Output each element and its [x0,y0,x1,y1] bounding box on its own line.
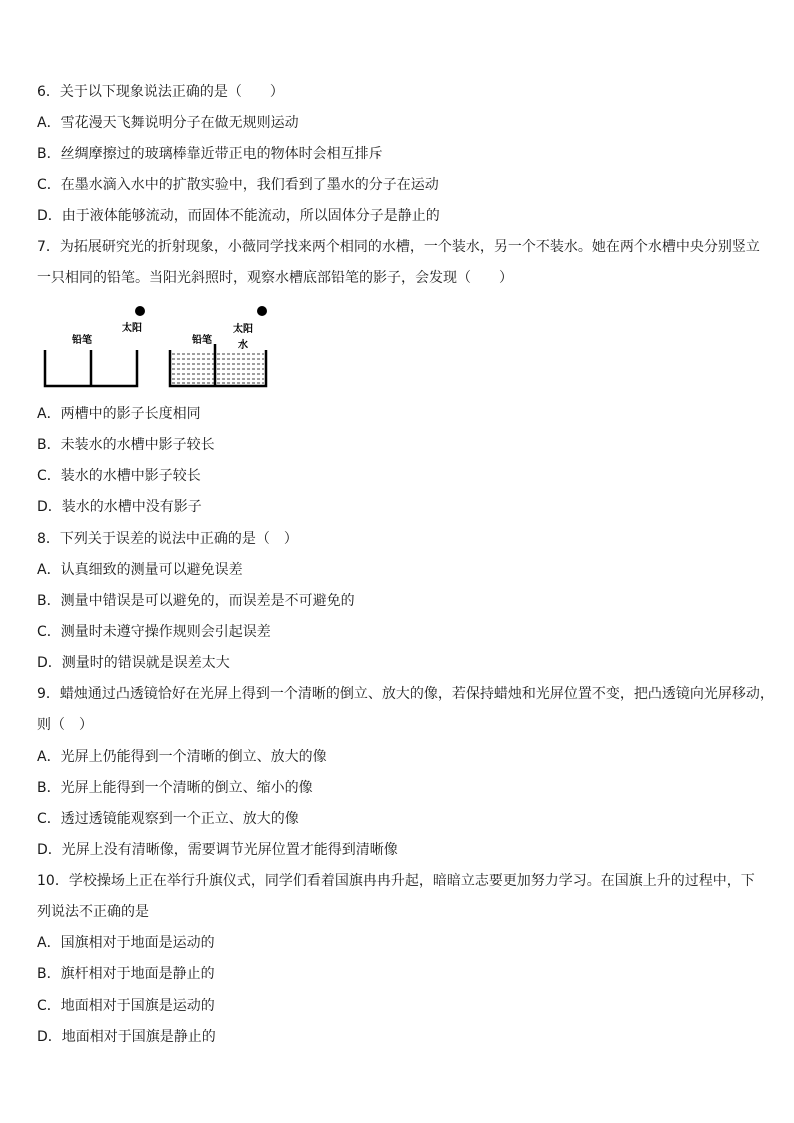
q7-figure-svg [40,300,280,392]
water-tank [170,306,267,386]
q7-option-d: D．装水的水槽中没有影子 [37,499,202,515]
q8-option-c: C．测量时未遵守操作规则会引起误差 [37,624,271,640]
q9-stem-line2: 则（ ） [37,717,93,733]
q10-option-d: D．地面相对于国旗是静止的 [37,1029,216,1045]
water-label: 水 [238,340,248,351]
water-tank-outline [170,350,266,386]
q7-option-c: C．装水的水槽中影子较长 [37,468,201,484]
left-pencil-label: 铅笔 [72,335,92,346]
right-sun-label: 太阳 [233,324,253,335]
water-hatching [172,354,264,383]
q7-stem-line1: 7．为拓展研究光的折射现象，小薇同学找来两个相同的水槽，一个装水，另一个不装水。她在两个水槽中央分别竖立 [37,239,760,255]
q6-option-c: C．在墨水滴入水中的扩散实验中，我们看到了墨水的分子在运动 [37,177,439,193]
empty-tank [45,306,145,386]
left-sun-label: 太阳 [122,323,142,334]
q10-stem-line2: 列说法不正确的是 [37,904,149,920]
q7-stem-line2: 一只相同的铅笔。当阳光斜照时，观察水槽底部铅笔的影子，会发现（ ） [37,270,513,286]
left-sun-icon [135,306,145,316]
q10-option-c: C．地面相对于国旗是运动的 [37,998,215,1014]
q8-option-a: A．认真细致的测量可以避免误差 [37,562,243,578]
q8-option-b: B．测量中错误是可以避免的，而误差是不可避免的 [37,593,355,609]
q7-option-b: B．未装水的水槽中影子较长 [37,437,215,453]
q7-option-a: A．两槽中的影子长度相同 [37,406,201,422]
q10-option-a: A．国旗相对于地面是运动的 [37,935,215,951]
q7-figure [40,300,280,392]
q6-option-d: D．由于液体能够流动，而固体不能流动，所以固体分子是静止的 [37,208,440,224]
q9-option-c: C．透过透镜能观察到一个正立、放大的像 [37,811,299,827]
q6-stem: 6．关于以下现象说法正确的是（ ） [37,84,284,100]
q9-stem-line1: 9．蜡烛通过凸透镜恰好在光屏上得到一个清晰的倒立、放大的像，若保持蜡烛和光屏位置不变，把凸透镜向光屏移动， [37,686,774,702]
q10-stem-line1: 10．学校操场上正在举行升旗仪式，同学们看着国旗冉冉升起，暗暗立志要更加努力学习。在国旗上升的过程中，下 [37,873,755,889]
q8-stem: 8．下列关于误差的说法中正确的是（ ） [37,531,298,547]
q10-option-b: B．旗杆相对于地面是静止的 [37,966,215,982]
q9-option-a: A．光屏上仍能得到一个清晰的倒立、放大的像 [37,749,327,765]
q6-option-b: B．丝绸摩擦过的玻璃棒靠近带正电的物体时会相互排斥 [37,146,383,162]
q9-option-b: B．光屏上能得到一个清晰的倒立、缩小的像 [37,780,313,796]
q6-option-a: A．雪花漫天飞舞说明分子在做无规则运动 [37,115,299,131]
right-sun-icon [257,306,267,316]
q8-option-d: D．测量时的错误就是误差太大 [37,655,230,671]
right-pencil-label: 铅笔 [192,335,212,346]
q9-option-d: D．光屏上没有清晰像，需要调节光屏位置才能得到清晰像 [37,842,398,858]
